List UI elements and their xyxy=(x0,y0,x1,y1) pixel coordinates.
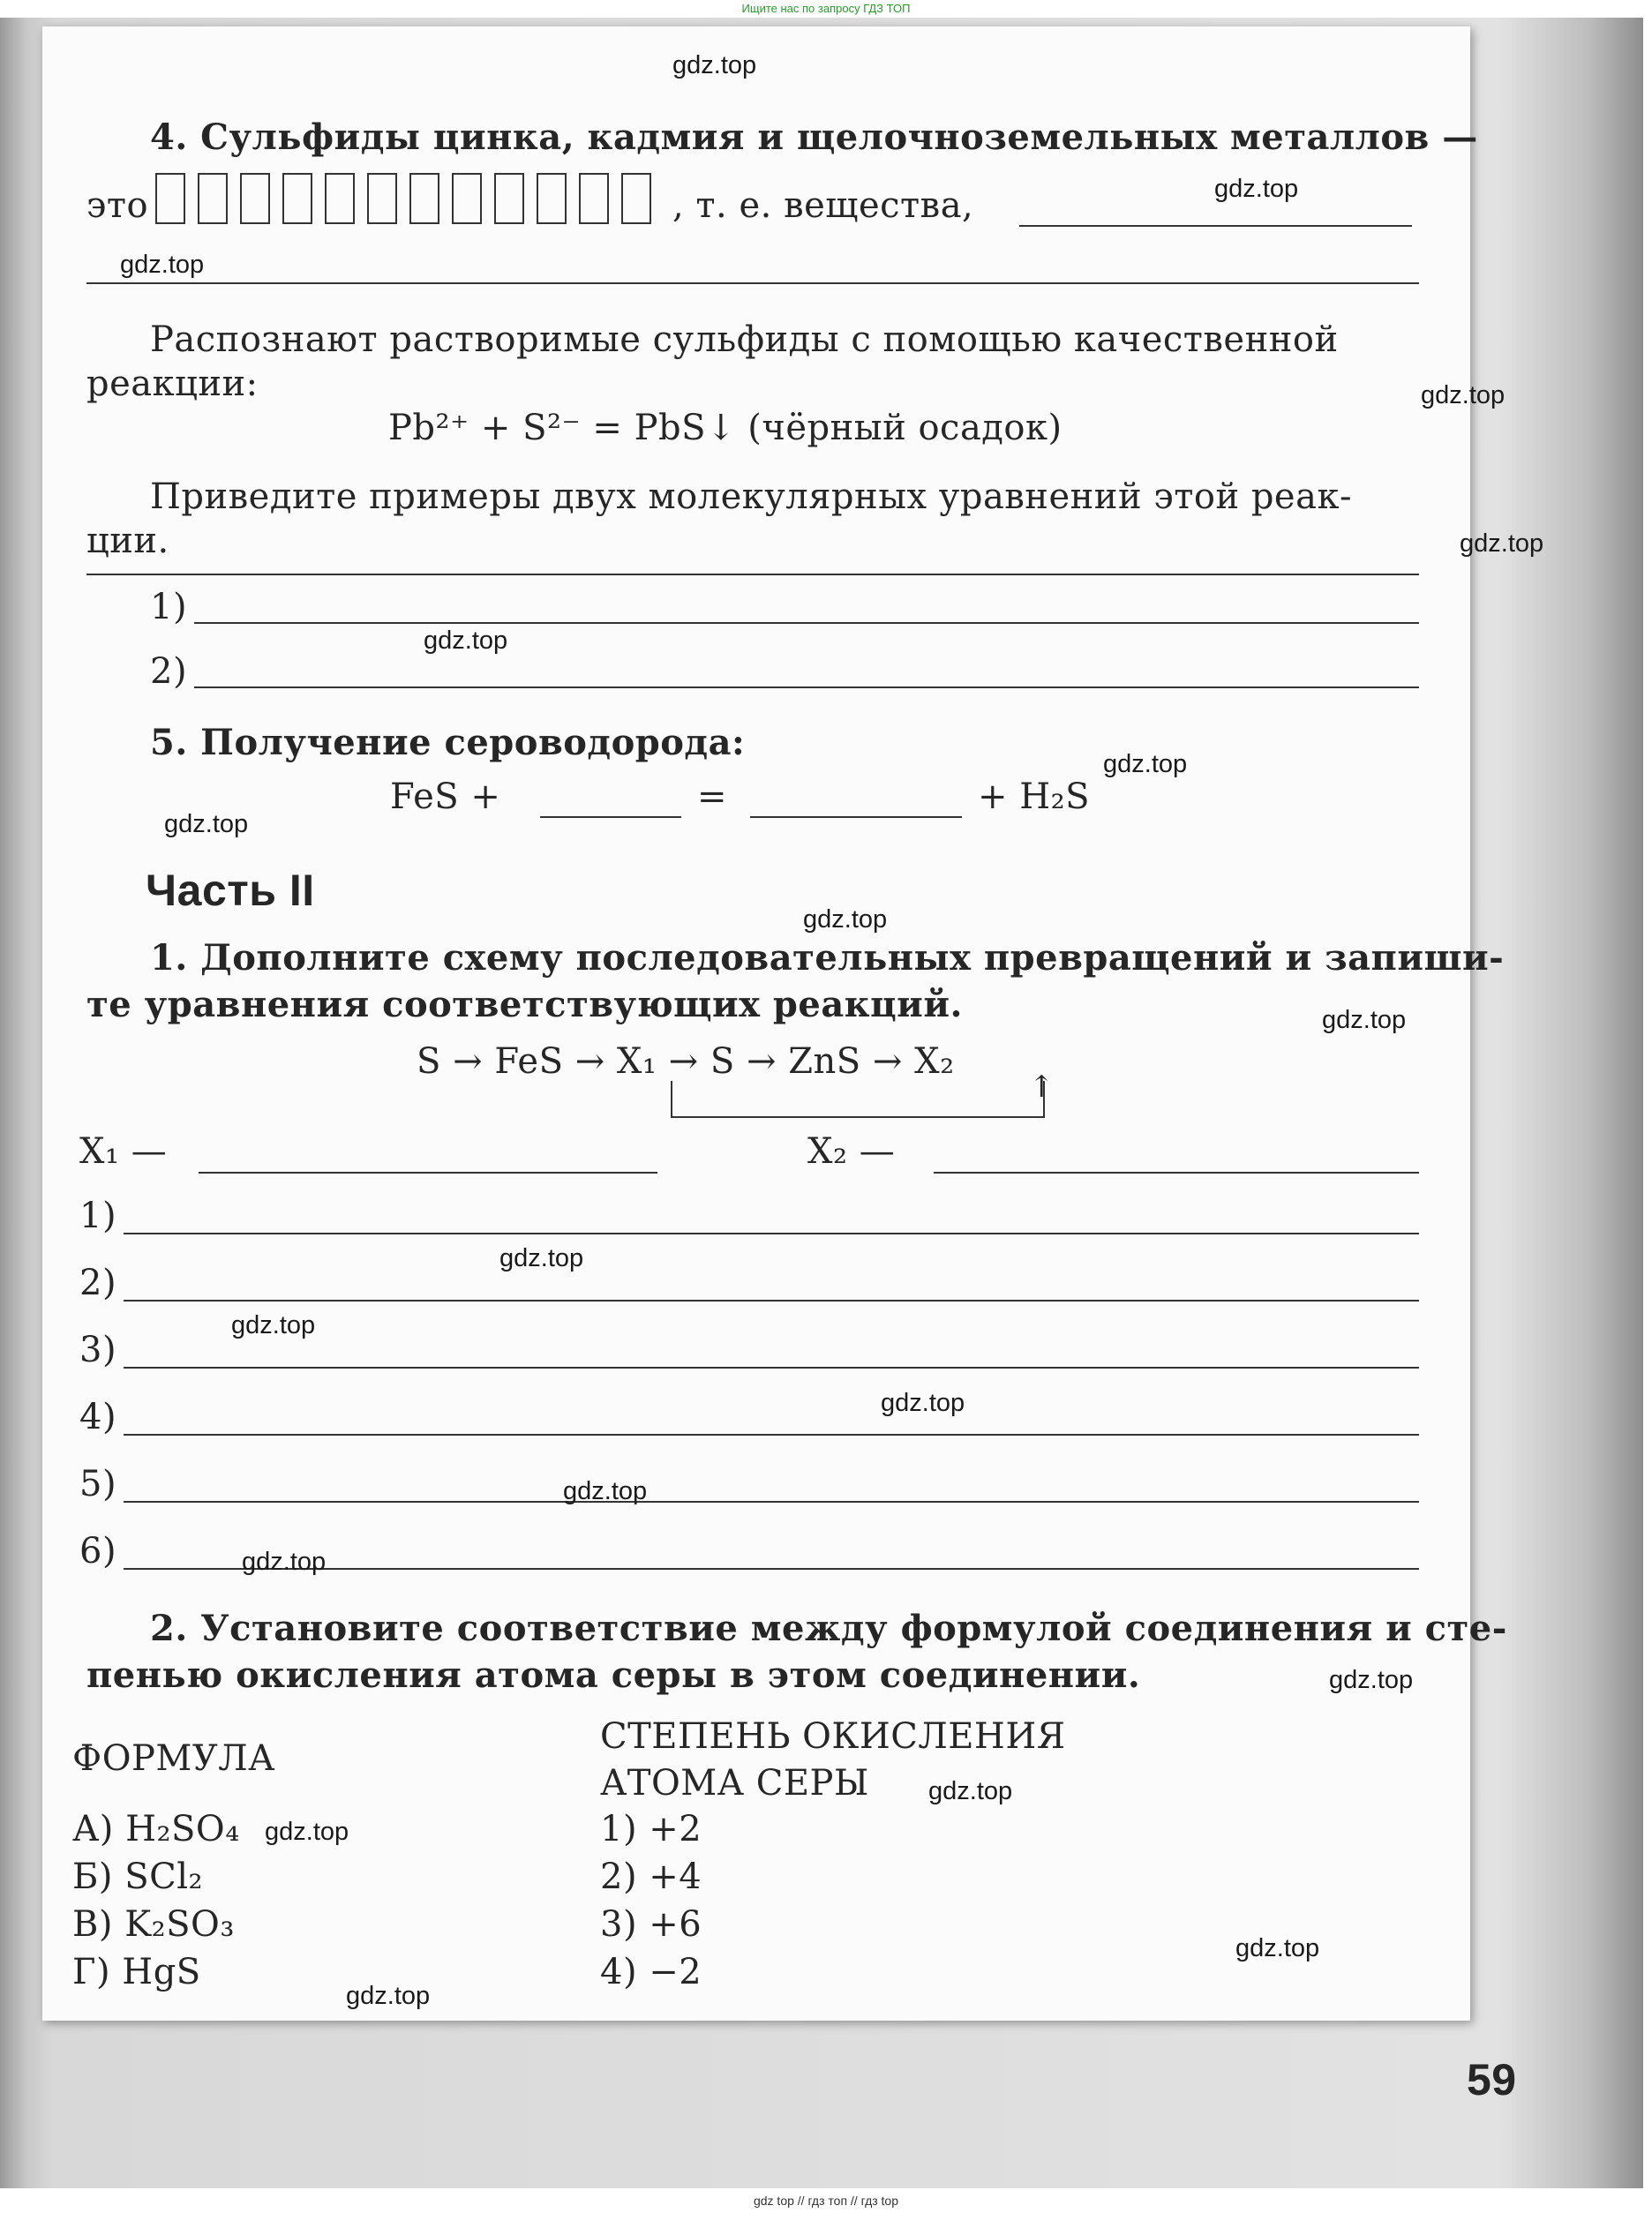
letter-box[interactable] xyxy=(452,173,482,224)
task5-title: 5. Получение сероводорода: xyxy=(150,722,746,763)
column-formula-header: ФОРМУЛА xyxy=(72,1738,275,1779)
answer-line[interactable] xyxy=(124,1367,1419,1369)
degree-option: 3) +6 xyxy=(600,1904,702,1945)
divider-line xyxy=(86,574,1419,575)
answer-line[interactable] xyxy=(124,1501,1419,1503)
letter-box[interactable] xyxy=(198,173,228,224)
task5-product: + H₂S xyxy=(978,776,1091,817)
task2-line2: пенью окисления атома серы в этом соединении. xyxy=(86,1654,1141,1696)
equation-number-label: 2) xyxy=(79,1263,117,1303)
formula-option: В) K₂SO₃ xyxy=(72,1904,235,1945)
watermark: gdz.top xyxy=(231,1311,316,1339)
letter-box[interactable] xyxy=(409,173,439,224)
degree-option: 4) −2 xyxy=(600,1952,702,1992)
task5-fes: FeS + xyxy=(390,776,501,817)
letter-box[interactable] xyxy=(621,173,651,224)
watermark: gdz.top xyxy=(1421,381,1506,409)
watermark: gdz.top xyxy=(803,905,888,934)
task1-line1: 1. Дополните схему последовательных превращений и запиши- xyxy=(150,937,1505,979)
answer-line[interactable] xyxy=(934,1172,1419,1174)
watermark: gdz.top xyxy=(1103,750,1188,778)
x1-label: X₁ — xyxy=(79,1131,168,1172)
watermark: gdz.top xyxy=(265,1818,349,1846)
watermark: gdz.top xyxy=(120,251,205,279)
footer-note: gdz top // гдз топ // гдз top xyxy=(753,2194,899,2208)
recognize-line2: реакции: xyxy=(86,364,259,404)
letter-box[interactable] xyxy=(537,173,567,224)
recognize-line1: Распознают растворимые сульфиды с помощью качественной xyxy=(150,319,1339,360)
formula-option: Г) HgS xyxy=(72,1952,201,1992)
task1-line2: те уравнения соответствующих реакций. xyxy=(86,984,963,1025)
part2-title: Часть II xyxy=(146,866,315,915)
answer-line[interactable] xyxy=(194,622,1419,624)
transformation-scheme: S → FeS → X₁ → S → ZnS → X₂ xyxy=(417,1041,955,1082)
example-2-label: 2) xyxy=(150,651,188,692)
degree-option: 1) +2 xyxy=(600,1809,702,1849)
page-number: 59 xyxy=(1467,2055,1517,2104)
equation-number-label: 3) xyxy=(79,1330,117,1370)
equation-number-label: 5) xyxy=(79,1464,117,1504)
answer-line[interactable] xyxy=(199,1172,657,1174)
answer-line[interactable] xyxy=(86,282,1419,284)
examples-line2: ции. xyxy=(86,521,169,561)
letter-box[interactable] xyxy=(240,173,270,224)
task2-line1: 2. Установите соответствие между формулой соединения и сте- xyxy=(150,1608,1507,1649)
task5-eq: = xyxy=(697,776,728,817)
letter-box[interactable] xyxy=(494,173,524,224)
task4-line1: 4. Сульфиды цинка, кадмия и щелочноземельных металлов — xyxy=(150,116,1478,158)
column-degree-header-1: СТЕПЕНЬ ОКИСЛЕНИЯ xyxy=(600,1716,1066,1757)
letter-box[interactable] xyxy=(155,173,185,224)
watermark: gdz.top xyxy=(346,1982,431,2010)
header-note: Ищите нас по запросу ГДЗ ТОП xyxy=(741,2,911,15)
task4-eto: это xyxy=(86,185,149,226)
task4-mid: , т. е. вещества, xyxy=(672,185,974,226)
answer-line[interactable] xyxy=(1019,225,1412,227)
equation-number-label: 4) xyxy=(79,1397,117,1437)
answer-line[interactable] xyxy=(750,816,962,818)
answer-line[interactable] xyxy=(124,1300,1419,1302)
answer-line[interactable] xyxy=(194,686,1419,688)
watermark: gdz.top xyxy=(672,51,757,79)
watermark: gdz.top xyxy=(881,1389,965,1417)
reaction-equation: Pb²⁺ + S²⁻ = PbS↓ (чёрный осадок) xyxy=(388,408,1063,448)
watermark: gdz.top xyxy=(1235,1934,1320,1962)
answer-line[interactable] xyxy=(124,1233,1419,1234)
watermark: gdz.top xyxy=(1329,1666,1414,1694)
watermark: gdz.top xyxy=(242,1548,327,1576)
watermark: gdz.top xyxy=(1460,529,1544,558)
watermark: gdz.top xyxy=(164,810,249,838)
column-degree-header-2: АТОМА СЕРЫ xyxy=(600,1763,869,1804)
letter-box[interactable] xyxy=(282,173,312,224)
equation-number-label: 6) xyxy=(79,1531,117,1572)
formula-option: А) H₂SO₄ xyxy=(72,1809,240,1849)
formula-option: Б) SCl₂ xyxy=(72,1857,204,1897)
letter-box[interactable] xyxy=(325,173,355,224)
equation-number-label: 1) xyxy=(79,1196,117,1236)
letter-box[interactable] xyxy=(367,173,397,224)
scheme-bracket-arrow xyxy=(671,1081,1045,1118)
examples-line1: Приведите примеры двух молекулярных уравнений этой реак- xyxy=(150,476,1352,517)
watermark: gdz.top xyxy=(928,1777,1013,1805)
watermark: gdz.top xyxy=(1322,1006,1407,1034)
letter-box[interactable] xyxy=(579,173,609,224)
watermark: gdz.top xyxy=(424,626,508,655)
x2-label: X₂ — xyxy=(807,1131,896,1172)
watermark: gdz.top xyxy=(499,1244,584,1272)
answer-line[interactable] xyxy=(124,1434,1419,1436)
example-1-label: 1) xyxy=(150,587,188,627)
watermark: gdz.top xyxy=(563,1477,648,1505)
answer-line[interactable] xyxy=(540,816,681,818)
up-arrow-icon: ↑ xyxy=(1029,1069,1055,1105)
degree-option: 2) +4 xyxy=(600,1857,702,1897)
watermark: gdz.top xyxy=(1214,175,1299,203)
